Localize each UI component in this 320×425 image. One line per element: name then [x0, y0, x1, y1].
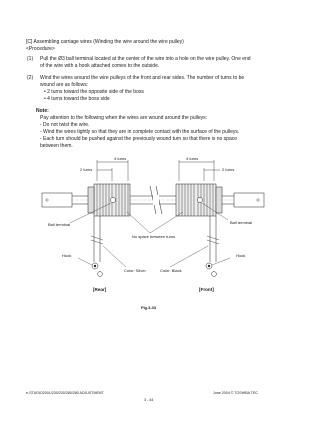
- turn-dimensions: [97, 160, 220, 181]
- color-silver-label: Color: Silver: [124, 268, 146, 273]
- front-wire-pulley: [176, 184, 222, 216]
- step-2-number: (2): [27, 75, 34, 81]
- footer-date: June 2004 © TOSHIBA TEC: [213, 391, 258, 395]
- step-2-line-2: wound are as follows:: [40, 82, 89, 88]
- procedure-heading: <Procedure>: [26, 46, 55, 52]
- note-item-3: - Each turn should be pushed against the previously wound turn so that there is no space: [40, 136, 238, 142]
- front-pulley-boss: [216, 187, 222, 213]
- hook-left-label: Hook: [62, 253, 72, 258]
- two-turns-right-label: 2 turns: [222, 167, 235, 172]
- front-ball-terminal: [197, 197, 202, 202]
- step-2-line-1: Wind the wires around the wire pulleys of the front and rear sides. The number of turns to be: [40, 75, 245, 81]
- note-item-1: - Do not twist the wire.: [40, 122, 90, 128]
- ball-terminal-left-label: Ball terminal: [48, 222, 71, 227]
- note-intro: Pay attention to the following when the wires are wound around the pulleys:: [40, 115, 208, 121]
- figure-caption: Fig.3-33: [141, 305, 157, 310]
- note-item-4: between them.: [40, 143, 73, 149]
- section-title: [C] Assembling carriage wires (Winding the wire around the wire pulley): [26, 39, 184, 45]
- rear-shaft-end: [42, 193, 72, 207]
- footer-page-number: 3 - 44: [144, 398, 154, 402]
- step-1-line-1: Pull the Ø3 ball terminal located at the center of the wire into a hole on the wire pulley. One end: [40, 56, 251, 62]
- four-turns-left-label: 4 turns: [114, 156, 127, 161]
- front-wire-end: [212, 272, 217, 277]
- rear-ball-terminal: [110, 197, 115, 202]
- step-1-line-2: of the wire with a hook attached comes to the outside.: [40, 63, 160, 69]
- two-turns-left-label: 2 turns: [80, 167, 93, 172]
- rear-wire-end: [98, 272, 103, 277]
- step-2-bullet-2: • 4 turns toward the boss side: [44, 96, 110, 102]
- hook-right-label: Hook: [236, 253, 246, 258]
- front-shaft-end: [234, 193, 264, 207]
- step-2-bullet-1: • 2 turns toward the opposite side of the boss: [44, 89, 144, 95]
- front-label: [Front]: [199, 287, 214, 292]
- rear-pulley-boss: [88, 187, 94, 213]
- rear-wires: [91, 216, 103, 276]
- step-1-number: (1): [27, 56, 34, 62]
- rear-label: [Rear]: [93, 287, 107, 292]
- footer-document: e-STUDIO200L/230/230/280/280 ADJUSTMENT: [26, 391, 104, 395]
- note-heading: Note:: [36, 108, 49, 114]
- pulley-shaft: [42, 186, 264, 214]
- note-item-2: - Wind the wires tightly so that they are in complete contact with the surface of the pulleys.: [40, 129, 240, 135]
- four-turns-right-label: 4 turns: [186, 156, 199, 161]
- ball-terminal-right-label: Ball terminal: [230, 220, 253, 225]
- color-black-label: Color: Black: [160, 268, 182, 273]
- no-space-label: No space between turns: [132, 234, 176, 239]
